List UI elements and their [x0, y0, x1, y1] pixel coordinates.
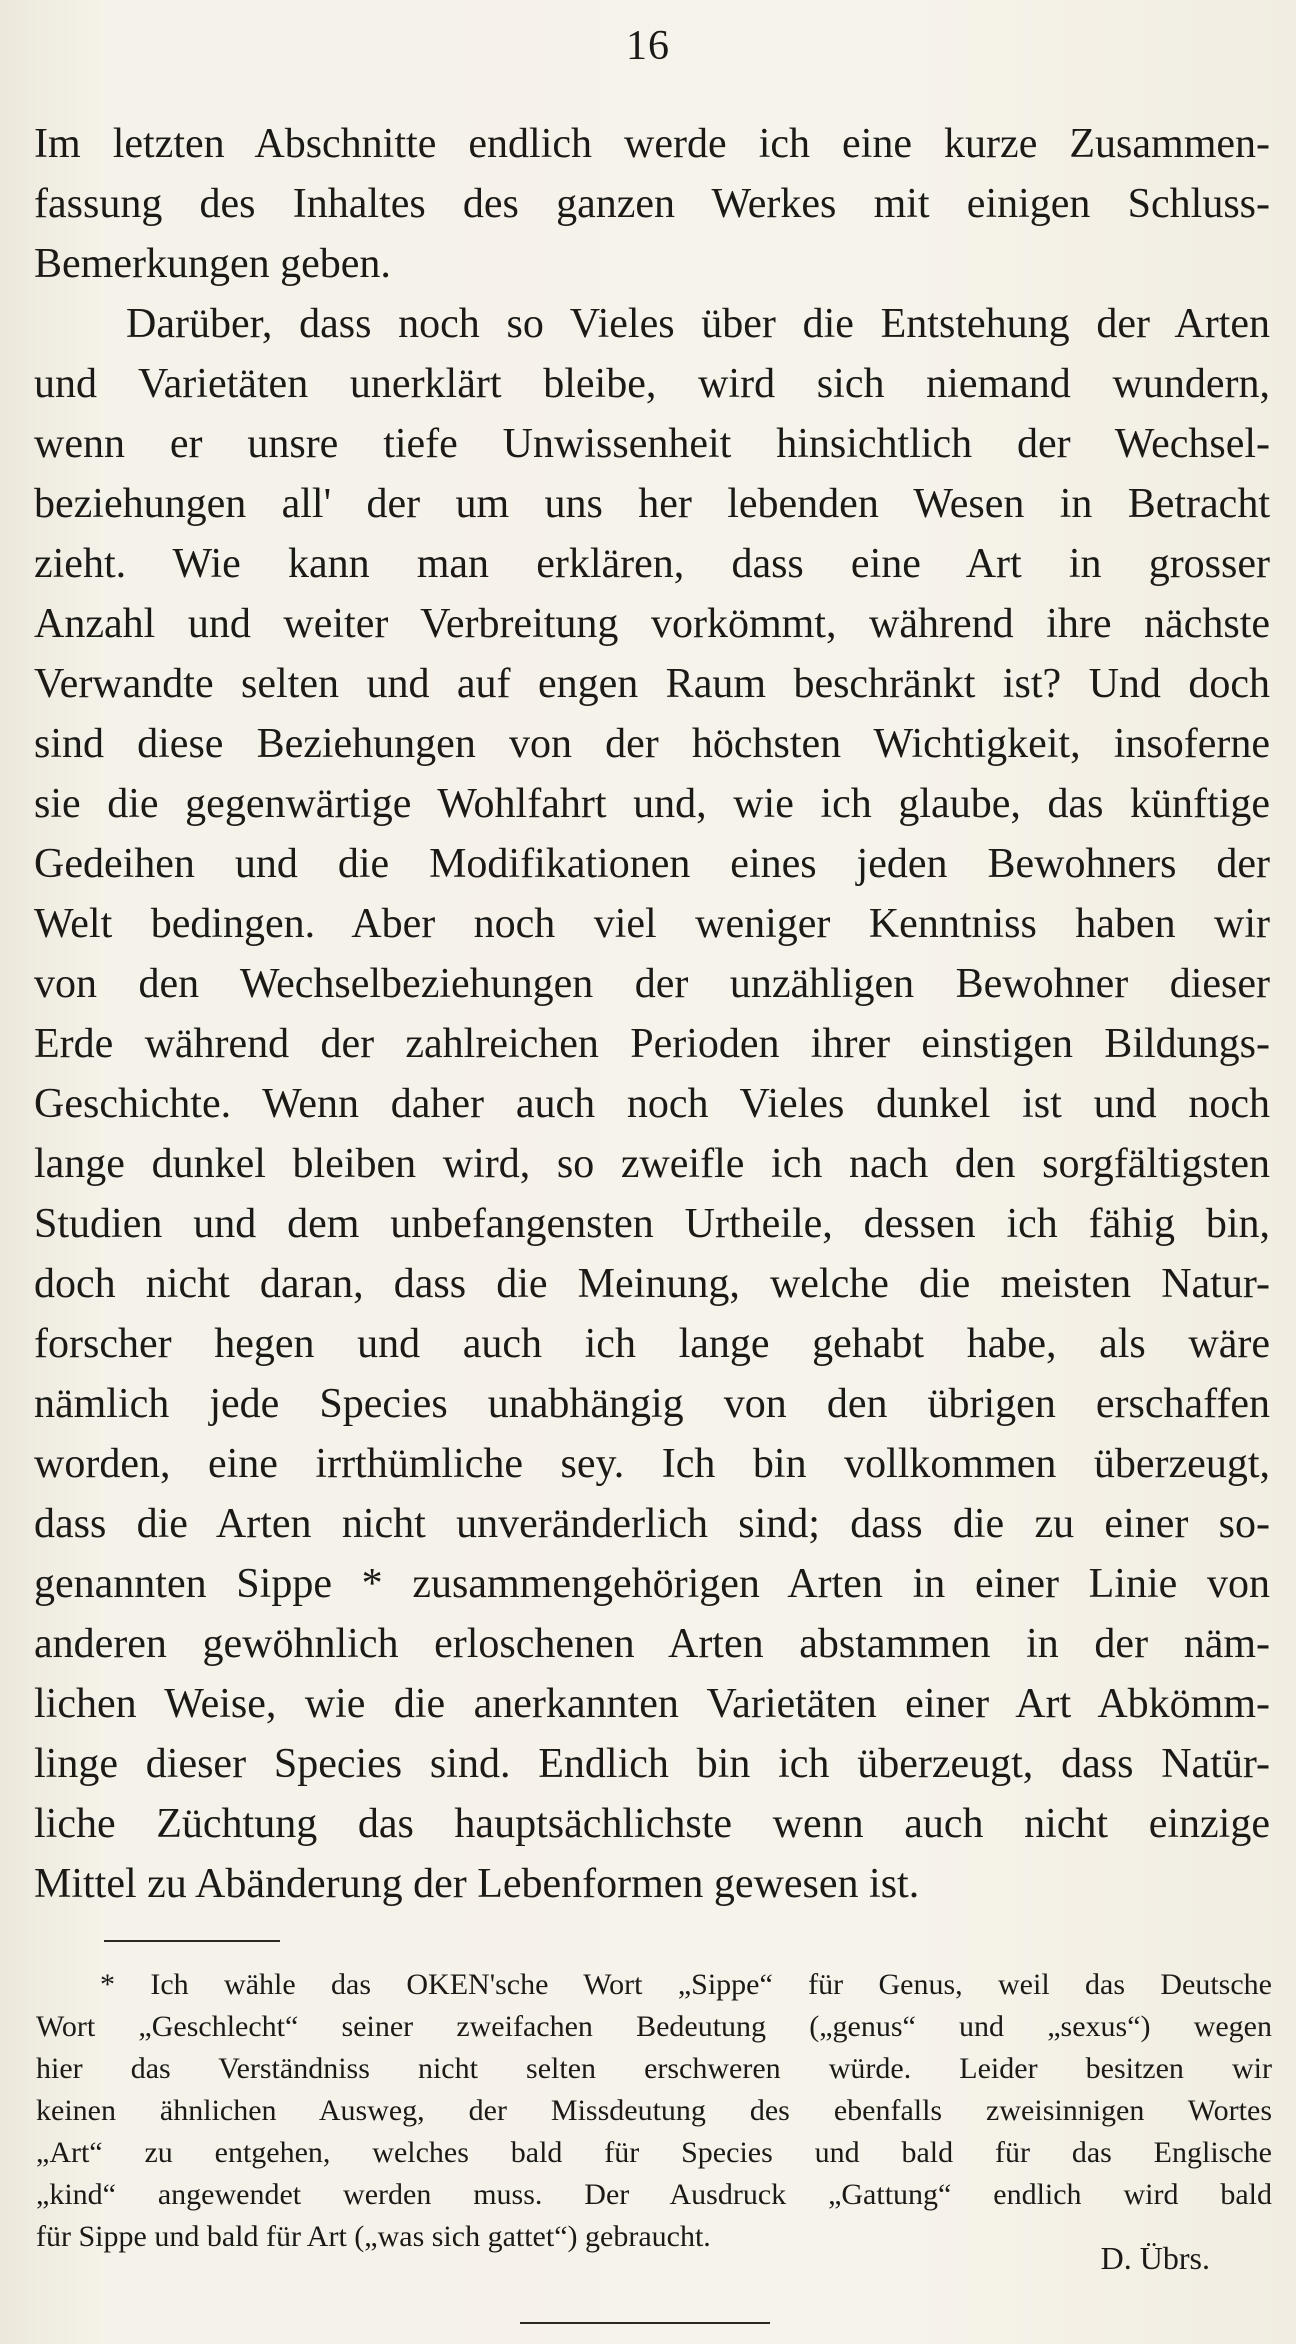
body-line: Erde während der zahlreichen Perioden ihrer einstigen Bildungs-: [34, 1021, 1270, 1067]
body-line: worden, eine irrthümliche sey. Ich bin vollkommen überzeugt,: [34, 1441, 1270, 1487]
body-line: liche Züchtung das hauptsächlichste wenn auch nicht einzige: [34, 1801, 1270, 1847]
body-line: fassung des Inhaltes des ganzen Werkes mit einigen Schluss-: [34, 181, 1270, 227]
translator-signature: D. Übrs.: [1100, 2240, 1210, 2276]
body-line: Verwandte selten und auf engen Raum beschränkt ist? Und doch: [34, 661, 1270, 707]
body-line: lange dunkel bleiben wird, so zweifle ich nach den sorgfältigsten: [34, 1141, 1270, 1187]
body-line: Darüber, dass noch so Vieles über die Entstehung der Arten: [126, 301, 1270, 347]
footnote-line: * Ich wähle das OKEN'sche Wort „Sippe“ für Genus, weil das Deutsche: [100, 1968, 1272, 2001]
footnote-line: „kind“ angewendet werden muss. Der Ausdruck „Gattung“ endlich wird bald: [36, 2178, 1272, 2211]
body-line: zieht. Wie kann man erklären, dass eine Art in grosser: [34, 541, 1270, 587]
body-line: dass die Arten nicht unveränderlich sind; dass die zu einer so-: [34, 1501, 1270, 1547]
footnote: [36, 1964, 1272, 2258]
body-line: Welt bedingen. Aber noch viel weniger Kenntniss haben wir: [34, 901, 1270, 947]
body-line: Geschichte. Wenn daher auch noch Vieles dunkel ist und noch: [34, 1081, 1270, 1127]
body-text: [34, 114, 1270, 1914]
body-line: sind diese Beziehungen von der höchsten Wichtigkeit, insoferne: [34, 721, 1270, 767]
footnote-line: hier das Verständniss nicht selten erschweren würde. Leider besitzen wir: [36, 2052, 1272, 2085]
body-line: Mittel zu Abänderung der Lebenformen gewesen ist.: [34, 1861, 920, 1907]
body-line: forscher hegen und auch ich lange gehabt habe, als wäre: [34, 1321, 1270, 1367]
body-line: und Varietäten unerklärt bleibe, wird sich niemand wundern,: [34, 361, 1270, 407]
page-end-divider: [520, 2322, 770, 2324]
body-line: sie die gegenwärtige Wohlfahrt und, wie ich glaube, das künftige: [34, 781, 1270, 827]
body-line: nämlich jede Species unabhängig von den übrigen erschaffen: [34, 1381, 1270, 1427]
body-line: beziehungen all' der um uns her lebenden Wesen in Betracht: [34, 481, 1270, 527]
body-line: Gedeihen und die Modifikationen eines jeden Bewohners der: [34, 841, 1270, 887]
footnote-line: keinen ähnlichen Ausweg, der Missdeutung des ebenfalls zweisinnigen Wortes: [36, 2094, 1272, 2127]
body-line: genannten Sippe * zusammengehörigen Arten in einer Linie von: [34, 1561, 1270, 1607]
body-line: Studien und dem unbefangensten Urtheile, dessen ich fähig bin,: [34, 1201, 1270, 1247]
body-line: Bemerkungen geben.: [34, 241, 391, 287]
body-line: lichen Weise, wie die anerkannten Varietäten einer Art Abkömm-: [34, 1681, 1270, 1727]
footnote-line: „Art“ zu entgehen, welches bald für Species und bald für das Englische: [36, 2136, 1272, 2169]
footnote-divider: [104, 1940, 280, 1942]
page-number: 16: [626, 23, 670, 69]
body-line: anderen gewöhnlich erloschenen Arten abstammen in der näm-: [34, 1621, 1270, 1667]
footnote-line: für Sippe und bald für Art („was sich gattet“) gebraucht.: [36, 2220, 711, 2253]
body-line: doch nicht daran, dass die Meinung, welche die meisten Natur-: [34, 1261, 1270, 1307]
body-line: Anzahl und weiter Verbreitung vorkömmt, während ihre nächste: [34, 601, 1270, 647]
body-line: wenn er unsre tiefe Unwissenheit hinsichtlich der Wechsel-: [34, 421, 1270, 467]
footnote-line: Wort „Geschlecht“ seiner zweifachen Bedeutung („genus“ und „sexus“) wegen: [36, 2010, 1272, 2043]
body-line: Im letzten Abschnitte endlich werde ich eine kurze Zusammen-: [34, 121, 1270, 167]
body-line: von den Wechselbeziehungen der unzähligen Bewohner dieser: [34, 961, 1270, 1007]
body-line: linge dieser Species sind. Endlich bin ich überzeugt, dass Natür-: [34, 1741, 1270, 1787]
